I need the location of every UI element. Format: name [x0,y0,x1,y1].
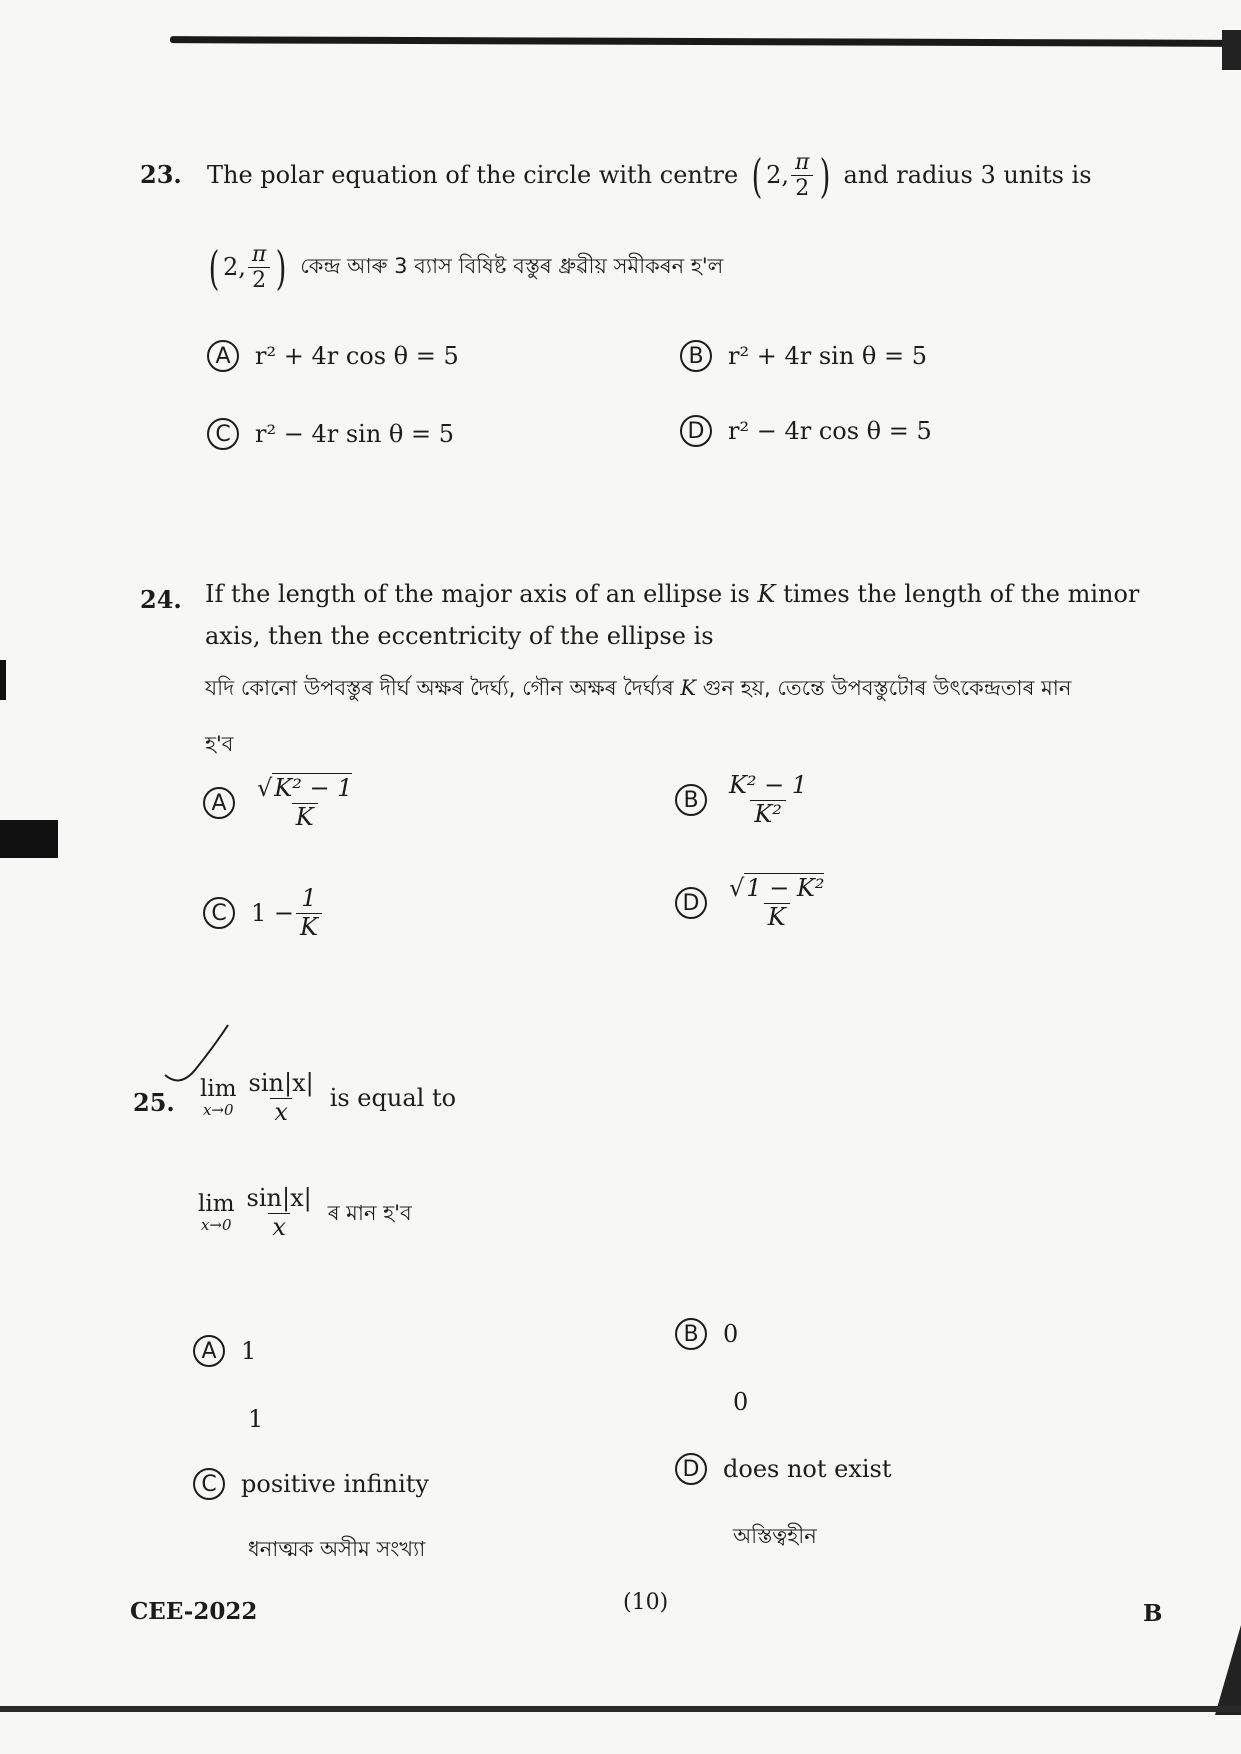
q24-option-d[interactable] [675,875,830,931]
q25-option-b[interactable] [675,1318,738,1350]
q24-option-b-frac: $\frac{\text{K² − 1}}{\text{K²}}$ [729,771,808,828]
q25-limit: lim x→0 [200,1075,237,1119]
q23-text-after: and radius 3 units is [843,161,1092,190]
q25-option-d-text: does not exist [723,1455,892,1483]
option-circle-c[interactable]: C [207,418,239,450]
option-circle-d[interactable]: D [680,415,712,447]
option-circle-c[interactable]: C [203,897,235,929]
scan-edge-right-top [1222,30,1241,70]
q25-option-b-assamese: 0 [733,1388,749,1416]
q25-option-c-text: positive infinity [241,1470,429,1498]
q24-line1: If the length of the major axis of an ellipse is K times the length of the minor [205,580,1140,608]
scan-edge-right-bottom [1215,1625,1241,1715]
option-circle-d[interactable]: D [675,887,707,919]
q25-option-d[interactable] [675,1453,892,1485]
q25-option-d-assamese: অস্তিত্বহীন [733,1524,817,1548]
q23-option-a[interactable] [207,340,459,372]
q25-option-a-text: 1 [241,1337,257,1365]
q24-line2: axis, then the eccentricity of the ellipse is [205,622,714,650]
q23-centre-as: ( 2, $\frac{\pi}{2}$ ) [208,240,287,295]
q23-option-d[interactable] [680,415,932,447]
q25-option-b-text: 0 [723,1320,739,1348]
q24-number: 24. [140,585,182,614]
q24-assamese-line1: যদি কোনো উপবস্তুৰ দীৰ্ঘ অক্ষৰ দৈৰ্ঘ্য, গৌন অক্ষৰ দৈৰ্ঘ্যৰ K গুন হয়, তেন্তে উপবস্তুটোৰ উৎকেন্দ্ৰতাৰ মান [205,676,1072,700]
scan-edge-bottom [0,1706,1241,1712]
q25-option-a-assamese: 1 [248,1405,264,1433]
q25-question [200,1070,456,1126]
q24-option-c-expr: 1 − $\frac{1}{K}$ [251,885,324,941]
q25-option-c-assamese: ধনাত্মক অসীম সংখ্যা [248,1537,426,1561]
q25-option-c[interactable] [193,1468,429,1500]
option-circle-b[interactable]: B [675,784,707,816]
q23-assamese [205,242,723,294]
footer-exam-code: CEE-2022 [130,1598,258,1625]
margin-mark [0,660,6,700]
q25-option-a[interactable] [193,1335,256,1367]
q23-centre-first: 2, [766,161,790,190]
q23-text-before: The polar equation of the circle with centre [207,161,739,190]
q23-number: 23. [140,160,182,189]
scan-edge-top [170,36,1230,47]
q25-text-after: is equal to [329,1083,457,1112]
q25-assamese-text: ৰ মান হ'ব [327,1200,412,1225]
q23-option-c-expr: r² − 4r sin θ = 5 [255,420,454,448]
q23-centre: ( 2, $\frac{\pi}{2}$ ) [751,148,830,203]
q25-number: 25. [133,1088,175,1117]
footer-set-code: B [1143,1600,1163,1627]
option-circle-a[interactable]: A [193,1335,225,1367]
q23-option-b[interactable] [680,340,927,372]
q23-centre-frac: $\frac{\pi}{2}$ [791,150,813,202]
q23-option-d-expr: r² − 4r cos θ = 5 [728,417,932,445]
q24-option-a[interactable] [203,775,358,831]
q23-option-a-expr: r² + 4r cos θ = 5 [255,342,459,370]
q24-assamese-line2: হ'ব [205,732,234,756]
q25-frac: $\frac{\sin|x|}{x}$ [248,1069,314,1126]
q24-option-b[interactable] [675,772,813,828]
option-circle-d[interactable]: D [675,1453,707,1485]
q23-assamese-text: কেন্দ্ৰ আৰু 3 ব্যাস বিষিষ্ট বস্তুৰ ধ্ৰুৱীয় সমীকৰন হ'ল [300,254,724,279]
option-circle-a[interactable]: A [203,787,235,819]
q24-option-d-frac: $\frac{\text{√1 − K²}}{K}$ [729,874,825,931]
q25-assamese: lim x→0 $\frac{\sin|x|}{x}$ ৰ মান হ'ব [198,1184,412,1241]
q24-option-c[interactable] [203,885,324,941]
q23-option-b-expr: r² + 4r sin θ = 5 [728,342,927,370]
option-circle-c[interactable]: C [193,1468,225,1500]
q23-option-c[interactable] [207,418,454,450]
option-circle-b[interactable]: B [675,1318,707,1350]
footer-page-number: (10) [623,1590,669,1615]
q24-option-a-frac: $\frac{\text{√K² − 1}}{K}$ [257,774,353,831]
option-circle-a[interactable]: A [207,340,239,372]
option-circle-b[interactable]: B [680,340,712,372]
q23-question [207,150,1092,202]
margin-block-mark [0,820,58,858]
